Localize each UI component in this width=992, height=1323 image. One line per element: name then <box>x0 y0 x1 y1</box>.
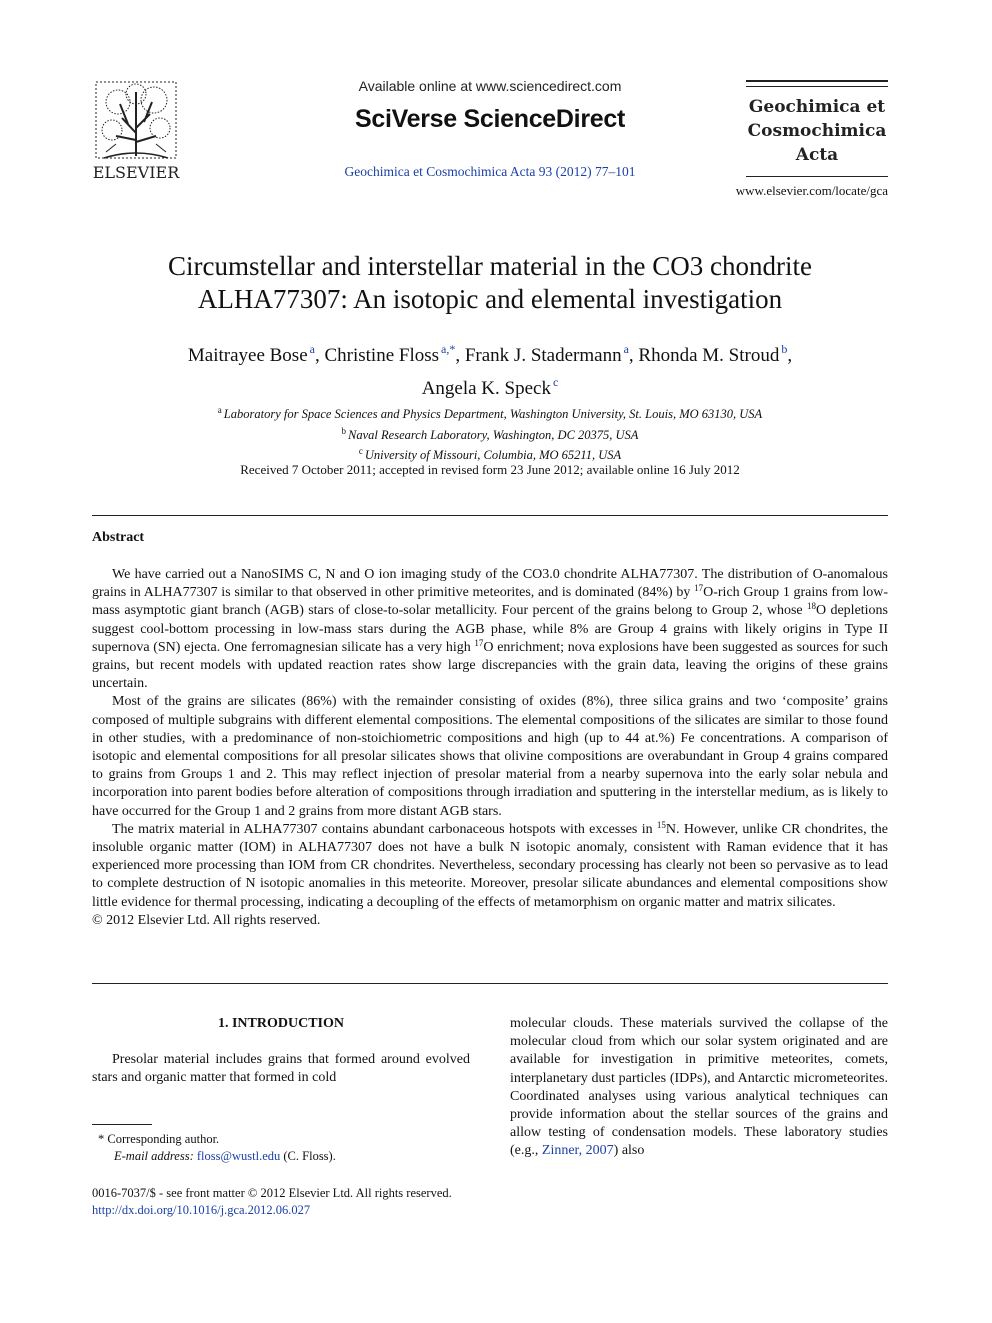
author-name[interactable]: Angela K. Speck <box>421 378 551 399</box>
journal-rule-top <box>746 80 888 82</box>
affiliation-item <box>92 443 888 464</box>
author-separator: , <box>455 345 465 366</box>
corresponding-author-label: * Corresponding author. <box>98 1132 220 1146</box>
affiliation-mark: a <box>217 405 222 415</box>
author-separator: , <box>787 345 793 366</box>
author-affiliation-mark[interactable]: a,* <box>441 342 456 356</box>
author-name[interactable]: Christine Floss <box>324 345 440 366</box>
isotope-superscript: 15 <box>656 819 666 830</box>
author-affiliation-mark[interactable]: c <box>552 375 559 389</box>
abstract-rule-bottom <box>92 983 888 984</box>
abstract-copyright: © 2012 Elsevier Ltd. All rights reserved. <box>92 912 321 928</box>
affiliation-mark: b <box>341 425 347 436</box>
email-link[interactable]: floss@wustl.edu <box>196 1148 281 1163</box>
author-name[interactable]: Frank J. Stadermann <box>464 345 622 366</box>
journal-name-line: Geochimica et <box>748 97 886 117</box>
title-line: ALHA77307: An isotopic and elemental investigation <box>197 284 783 314</box>
author-separator: , <box>314 345 325 366</box>
affiliation-mark: c <box>358 446 363 456</box>
journal-name <box>746 95 888 167</box>
svg-text:ELSEVIER: ELSEVIER <box>92 163 180 182</box>
abstract-paragraph: The matrix material in ALHA77307 contains abundant carbonaceous hotspots with excesses in $^{15}$N. However, unlike CR chondrites, the insoluble organic matter (IOM) in ALHA77307 does not have a bulk N isotopic anomaly, consistent with Raman evidence that it has experienced more processing than IOM from CR chondrites. Nevertheless, secondary processing has clearly not been so pervasive as to lead to complete destruction of N isotopic anomalies in this meteorite. Moreover, presolar silicate abundances and elemental compositions show little evidence for thermal processing, indicating a decoupling of the effects of metamorphism on organic matter and matrix silicates. <box>92 819 889 910</box>
journal-citation-link[interactable]: Geochimica et Cosmochimica Acta 93 (2012) 77–101 <box>344 164 636 179</box>
journal-url: www.elsevier.com/locate/gca <box>735 183 888 198</box>
front-matter-notes <box>92 1185 592 1218</box>
author-affiliation-mark[interactable]: a <box>623 342 629 356</box>
affiliation-item <box>92 402 888 423</box>
title-line: Circumstellar and interstellar material in the CO3 chondrite <box>167 251 813 281</box>
sciencedirect-brand: SciVerse ScienceDirect <box>355 105 625 133</box>
doi-link[interactable]: http://dx.doi.org/10.1016/j.gca.2012.06.027 <box>92 1202 311 1217</box>
abstract-rule-top <box>92 515 888 516</box>
affiliations <box>92 402 888 464</box>
abstract-paragraph: We have carried out a NanoSIMS C, N and O ion imaging study of the CO3.0 chondrite ALHA77307. The distribution of O-anomalous grains in ALHA77307 is similar to that observed in other primitive meteorites, and is dominated (84%) by $^{17}$O-rich Group 1 grains from low-mass asymptotic giant branch (AGB) stars of close-to-solar metallicity. Four percent of the grains belong to Group 2, whose $^{18}$O depletions suggest cool-bottom processing in low-mass stars during the AGB phase, while 8% are Group 4 grains with likely origins in Type II supernova (SN) ejecta. One ferromagnesian silicate has a very high $^{17}$O enrichment; nova explosions have been suggested as sources for such grains, but recent models with updated reaction rates show large discrepancies with the grain data, leaving the origins of these grains uncertain. <box>92 567 889 692</box>
author-affiliation-mark[interactable]: a <box>309 342 315 356</box>
section-heading: 1. INTRODUCTION <box>217 1016 344 1031</box>
journal-name-line: Cosmochimica <box>747 121 887 141</box>
author-name[interactable]: Rhonda M. Stroud <box>638 345 780 366</box>
reference-link[interactable]: Zinner, 2007 <box>541 1143 614 1159</box>
isotope-superscript: 18 <box>806 601 816 612</box>
abstract-body <box>92 566 888 930</box>
body-text-left-column: Presolar material includes grains that formed around evolved stars and organic matter that formed in cold <box>92 1052 470 1086</box>
available-online-text: Available online at www.sciencedirect.com <box>358 78 622 94</box>
author-list <box>92 336 888 402</box>
affiliation-item <box>92 423 888 444</box>
received-dates: Received 7 October 2011; accepted in revised form 23 June 2012; available online 16 July 2012 <box>240 462 740 477</box>
abstract-heading: Abstract <box>92 530 145 545</box>
footnote-rule <box>92 1124 152 1125</box>
isotope-superscript: 17 <box>694 583 704 594</box>
journal-rule-top-thin <box>746 86 888 87</box>
issn-line: 0016-7037/$ - see front matter © 2012 Elsevier Ltd. All rights reserved. <box>92 1186 452 1200</box>
elsevier-tree-icon <box>86 78 186 182</box>
affiliation-text: Naval Research Laboratory, Washington, DC 20375, USA <box>348 427 639 442</box>
abstract-paragraph: Most of the grains are silicates (86%) with the remainder consisting of oxides (8%), three silica grains and two ‘composite’ grains composed of multiple subgrains with different elemental compositions. The elemental compositions of the silicates are similar to those found in other studies, with a predominance of non-stoichiometric compositions and high (up to 44 at.%) Fe concentrations. A comparison of isotopic and elemental compositions for all presolar silicates shows that olivine compositions are overabundant in Group 4 grains compared to grains from Groups 1 and 2. This may reflect injection of presolar material from a nearby supernova into the early solar nebula and incorporation into parent bodies before alteration of compositions through irradiation and sputtering in the interstellar medium, as is likely to have occurred for the Group 1 and 2 grains from more distant AGB stars. <box>92 694 888 819</box>
journal-rule-bottom <box>746 176 888 177</box>
isotope-superscript: 17 <box>474 637 484 648</box>
article-title <box>92 250 888 316</box>
journal-name-line: Acta <box>795 145 839 165</box>
author-affiliation-mark[interactable]: b <box>781 342 788 356</box>
author-separator: , <box>628 345 639 366</box>
elsevier-logo <box>86 78 186 182</box>
corresponding-author-footnote: * Corresponding author. E-mail address: floss@wustl.edu (C. Floss). <box>92 1131 470 1164</box>
affiliation-text: University of Missouri, Columbia, MO 65211, USA <box>364 448 622 462</box>
author-name[interactable]: Maitrayee Bose <box>187 345 308 366</box>
email-label: E-mail address: <box>114 1148 194 1163</box>
affiliation-text: Laboratory for Space Sciences and Physics Department, Washington University, St. Louis, MO 63130, USA <box>223 407 763 421</box>
body-text-right-column: molecular clouds. These materials survived the collapse of the molecular cloud from which our solar system originated and are available for investigation in primitive meteorites, comets, interplanetary dust particles (IDPs), and Antarctic micrometeorites. Coordinated analyses using various analytical techniques can provide information about the stellar sources of the grains and allow testing of condensation models. These laboratory studies (e.g., Zinner, 2007) also <box>510 1016 888 1159</box>
